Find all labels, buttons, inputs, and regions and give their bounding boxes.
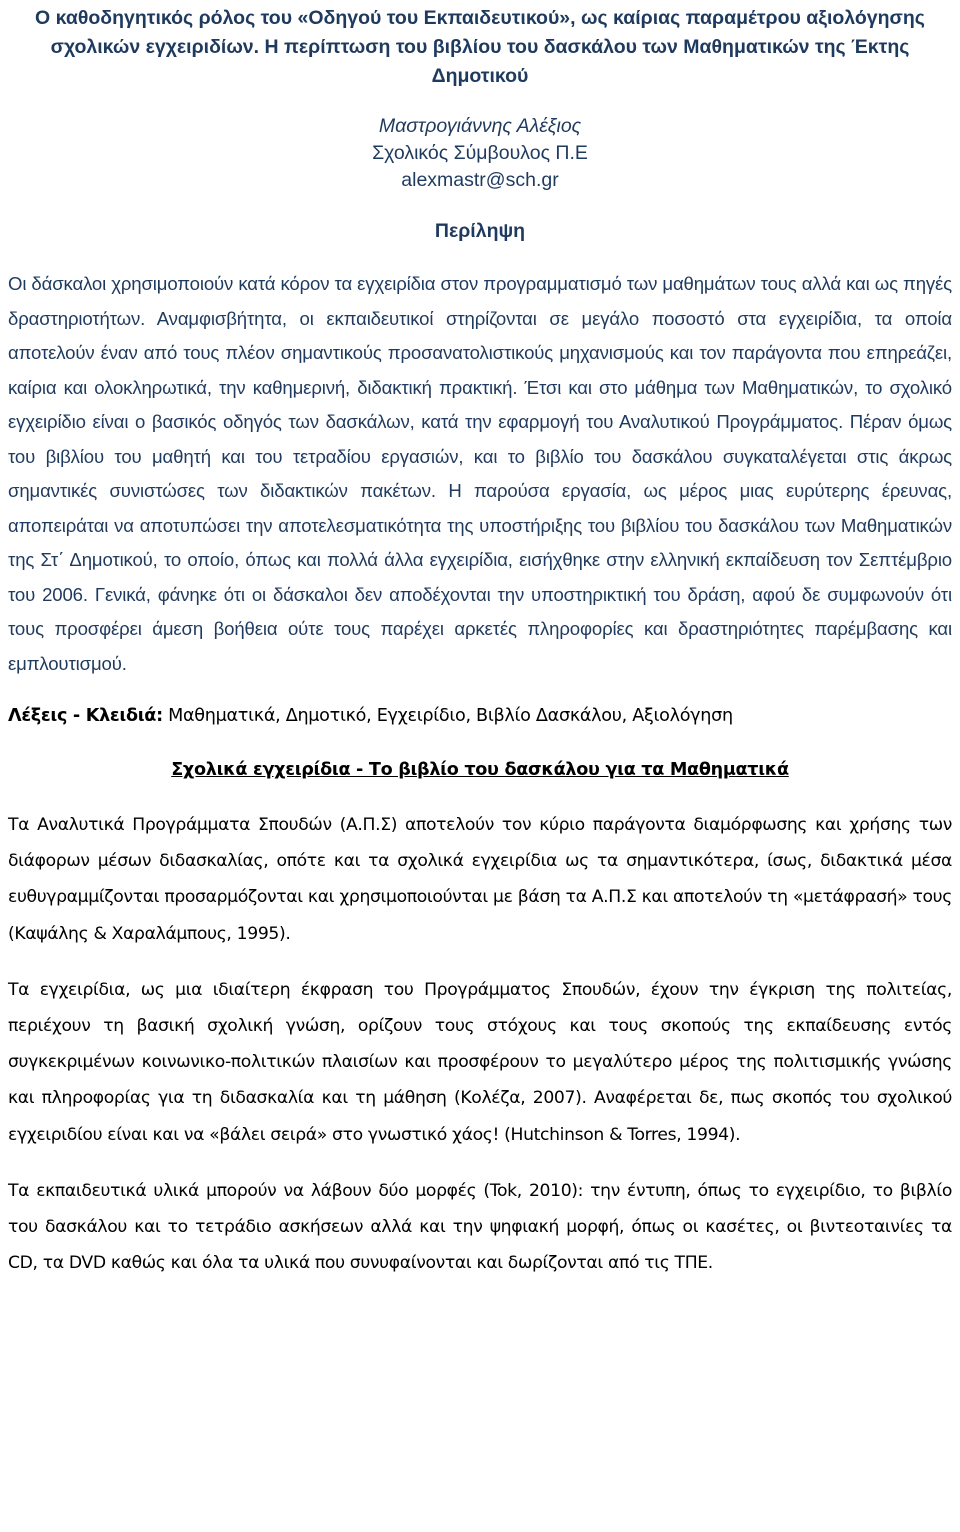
paper-title: Ο καθοδηγητικός ρόλος του «Οδηγού του Εκπαιδευτικού», ως καίριας παραμέτρου αξιολόγησης σχολικών εγχειριδίων. Η περίπτωση του βιβλίου του δασκάλου των Μαθηματικών της Έκτης Δημοτικού [35,7,925,87]
author-email[interactable]: alexmastr@sch.gr [401,169,559,191]
keywords-list: Μαθηματικά, Δημοτικό, Εγχειρίδιο, Βιβλίο Δασκάλου, Αξιολόγηση [168,706,733,726]
author-block [8,112,952,194]
document-page [0,4,960,1532]
keywords-line [8,701,952,731]
author-name: Μαστρογιάννης Αλέξιος [378,115,582,137]
keywords-label: Λέξεις - Κλειδιά: [8,706,163,726]
body-paragraph: Τα Αναλυτικά Προγράμματα Σπουδών (Α.Π.Σ) αποτελούν τον κύριο παράγοντα διαμόρφωσης και χρήσης των διάφορων μέσων διδασκαλίας, οπότε και τα σχολικά εγχειρίδια ως τα σημαντικότερα, ίσως, διδακτικά μέσα ευθυγραμμίζονται προσαρμόζονται και χρησιμοποιούνται με βάση τα Α.Π.Σ και αποτελούν τη «μετάφρασή» τους (Καψάλης & Χαραλάμπους, 1995). [8,815,952,944]
section-heading: Σχολικά εγχειρίδια - Το βιβλίο του δασκάλου για τα Μαθηματικά [171,760,789,780]
body-paragraph: Τα εκπαιδευτικά υλικά μπορούν να λάβουν δύο μορφές (Tok, 2010): την έντυπη, όπως το εγχειρίδιο, το βιβλίο του δασκάλου και το τετράδιο ασκήσεων αλλά και την ψηφιακή μορφή, όπως οι κασέτες, οι βιντεοταινίες τα CD, τα DVD καθώς και όλα τα υλικά που συνυφαίνονται και δωρίζονται από τις ΤΠΕ. [8,1180,952,1274]
abstract-text: Οι δάσκαλοι χρησιμοποιούν κατά κόρον τα εγχειρίδια στον προγραμματισμό των μαθημάτων τους αλλά και ως πηγές δραστηριοτήτων. Αναμφισβήτητα, οι εκπαιδευτικοί στηρίζονται σε μεγάλο ποσοστό στα εγχειρίδια, τα οποία αποτελούν έναν από τους πλέον σημαντικούς προσανατολιστικούς μηχανισμούς και τον παράγοντα που επηρεάζει, καίρια και ολοκληρωτικά, την καθημερινή, διδακτική πρακτική. Έτσι και στο μάθημα των Μαθηματικών, το σχολικό εγχειρίδιο είναι ο βασικός οδηγός των δασκάλων, κατά την εφαρμογή του Αναλυτικού Προγράμματος. Πέραν όμως του βιβλίου του μαθητή και του τετραδίου εργασιών, και το βιβλίο του δασκάλου συγκαταλέγεται στις άκρως σημαντικές συνιστώσες των διδακτικών πακέτων. Η παρούσα εργασία, ως μέρος μιας ευρύτερης έρευνας, αποπειράται να αποτυπώσει την αποτελεσματικότητα της υποστήριξης του βιβλίου του δασκάλου των Μαθηματικών της Στ΄ Δημοτικού, το οποίο, όπως και πολλά άλλα εγχειρίδια, εισήχθηκε στην ελληνική εκπαίδευση τον Σεπτέμβριο του 2006. Γενικά, φάνηκε ότι οι δάσκαλοι δεν αποδέχονται την υποστηρικτική του δράση, αφού δε συμφωνούν ότι τους προσφέρει άμεση βοήθεια ούτε τους παρέχει αρκετές πληροφορίες και δραστηριότητες παρέμβασης και εμπλουτισμού. [8,273,952,674]
body-paragraph: Τα εγχειρίδια, ως μια ιδιαίτερη έκφραση του Προγράμματος Σπουδών, έχουν την έγκριση της πολιτείας, περιέχουν τη βασική σχολική γνώση, ορίζουν τους στόχους και τους σκοπούς της εκπαίδευσης εντός συγκεκριμένων κοινωνικο-πολιτικών πλαισίων και προσφέρουν το μεγαλύτερο μέρος της πολιτισμικής γνώσης και πληροφορίας για τη διδασκαλία και τη μάθηση (Κολέζα, 2007). Αναφέρεται δε, πως σκοπός του σχολικού εγχειριδίου είναι και να «βάλει σειρά» στο γνωστικό χάος! (Hutchinson & Torres, 1994). [8,979,952,1145]
author-role: Σχολικός Σύμβουλος Π.Ε [372,142,588,164]
abstract-heading: Περίληψη [434,220,526,242]
